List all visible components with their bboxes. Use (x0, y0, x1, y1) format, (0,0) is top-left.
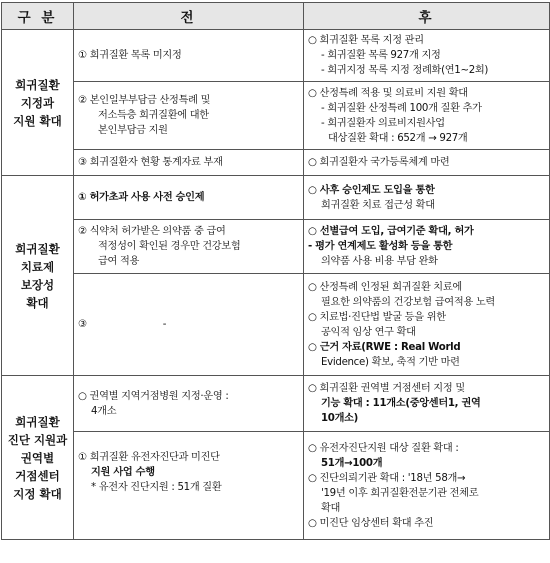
before-cell (74, 82, 304, 150)
before-cell (74, 432, 304, 540)
before-text: 본인부담금 지원 (98, 125, 168, 136)
category-cell (2, 376, 74, 540)
after-text: ○ 미진단 임상센터 확대 추진 (308, 517, 434, 529)
category-line: 보장성 (20, 277, 55, 292)
after-text: Evidence) 확보, 축적 기반 마련 (321, 356, 460, 368)
after-cell (304, 176, 550, 220)
table-row (2, 82, 550, 150)
after-text-bold: - 희귀질환 목록 927개 지정 (321, 50, 441, 61)
after-text: ○ 진단의뢰기관 확대 : '18년 58개→ (308, 472, 466, 484)
before-text: 적정성이 확인된 경우만 건강보험 (98, 241, 241, 252)
before-text: * 유전자 진단지원 : 51개 질환 (91, 482, 222, 493)
after-cell (304, 432, 550, 540)
category-line: 치료제 (20, 259, 55, 274)
before-text: 급여 적용 (98, 256, 140, 267)
after-text: 의약품 사용 비용 부담 완화 (321, 256, 438, 267)
before-text: 4개소 (91, 405, 117, 417)
after-text: 51개→100개 (321, 457, 383, 469)
after-text: - 희귀질환자 의료비지원사업 (321, 117, 445, 129)
before-text: ○ 권역별 지역거점병원 지정·운영 : (78, 390, 229, 402)
table-row (2, 150, 550, 176)
header-category: 구 분 (2, 3, 74, 30)
before-cell (74, 150, 304, 176)
category-line: 지정 확대 (13, 486, 62, 501)
before-text: ① 허가초과 사용 사전 승인제 (78, 192, 205, 203)
table-row (2, 432, 550, 540)
before-cell (74, 274, 304, 376)
table-row (2, 176, 550, 220)
after-text: ○ 희귀질환 목록 지정 관리 (308, 35, 424, 46)
empty-dash: - (162, 319, 167, 330)
table-row (2, 274, 550, 376)
table-row (2, 220, 550, 274)
header-after: 후 (304, 3, 550, 30)
after-text: ○ 선별급여 도입, 급여기준 확대, 허가 (308, 226, 474, 237)
before-text (78, 317, 299, 332)
row-number: ③ (78, 319, 87, 330)
before-text: ① 희귀질환 유전자진단과 미진단 (78, 452, 220, 463)
header-before: 전 (74, 3, 304, 30)
category-line: 지정과 (20, 95, 55, 110)
after-cell (304, 274, 550, 376)
after-cell (304, 220, 550, 274)
table-row (2, 30, 550, 82)
category-line: 희귀질환 (15, 77, 60, 92)
after-text: 공익적 임상 연구 확대 (321, 326, 416, 338)
after-cell (304, 82, 550, 150)
after-text: ○ 유전자진단지원 대상 질환 확대 : (308, 442, 459, 454)
category-line: 거점센터 (15, 468, 60, 483)
before-text: 저소득층 희귀질환에 대한 (98, 110, 209, 121)
after-text: - 희귀지정 목록 지정 정례화(연1~2회) (321, 65, 489, 76)
category-line: 희귀질환 (15, 414, 60, 429)
category-line: 확대 (26, 295, 49, 310)
after-text: - 평가 연계제도 활성화 등을 통한 (308, 241, 453, 252)
category-line: 진단 지원과 (7, 432, 68, 447)
before-cell (74, 176, 304, 220)
after-text: ○ 치료법·진단법 발굴 등을 위한 (308, 311, 446, 323)
category-line: 권역별 (20, 450, 55, 465)
category-line: 희귀질환 (15, 241, 60, 256)
before-text: ② 식약처 허가받은 의약품 중 급여 (78, 226, 226, 237)
header-row (2, 3, 550, 30)
category-cell (2, 30, 74, 176)
after-cell (304, 150, 550, 176)
table-row (2, 376, 550, 432)
after-text: ○ 사후 승인제도 도입을 통한 (308, 184, 435, 196)
before-cell (74, 376, 304, 432)
after-text: 희귀질환 치료 접근성 확대 (321, 199, 435, 211)
before-text: 지원 사업 수행 (91, 467, 155, 478)
before-text: ② 본인일부부담금 산정특례 및 (78, 95, 211, 106)
category-cell (2, 176, 74, 376)
after-text: 기능 확대 : 11개소(중앙센터1, 권역 (321, 398, 481, 409)
after-cell (304, 376, 550, 432)
after-text: 확대 (321, 502, 341, 514)
after-text: 대상질환 확대 : 652개 → 927개 (328, 132, 468, 144)
after-text: ○ 산정특례 인정된 희귀질환 치료에 (308, 281, 462, 293)
after-text (308, 48, 545, 63)
after-text: ○ 희귀질환자 국가등록체계 마련 (308, 157, 450, 168)
comparison-table (1, 2, 550, 540)
before-cell (74, 220, 304, 274)
after-text: ○ 근거 자료(RWE : Real World (308, 341, 461, 353)
after-text: '19년 이후 희귀질환전문기관 전체로 (321, 487, 479, 499)
after-text: ○ 산정특례 적용 및 의료비 지원 확대 (308, 87, 468, 99)
before-text: ① 희귀질환 목록 미지정 (78, 50, 182, 61)
after-text: - 희귀질환 산정특례 100개 질환 추가 (321, 102, 482, 114)
after-text: 10개소) (321, 413, 359, 424)
after-text: ○ 희귀질환 권역별 거점센터 지정 및 (308, 383, 465, 394)
category-line: 지원 확대 (13, 113, 62, 128)
before-cell (74, 30, 304, 82)
after-cell (304, 30, 550, 82)
after-text: 필요한 의약품의 건강보험 급여적용 노력 (321, 296, 495, 308)
before-text: ③ 희귀질환자 현황 통계자료 부재 (78, 157, 223, 168)
